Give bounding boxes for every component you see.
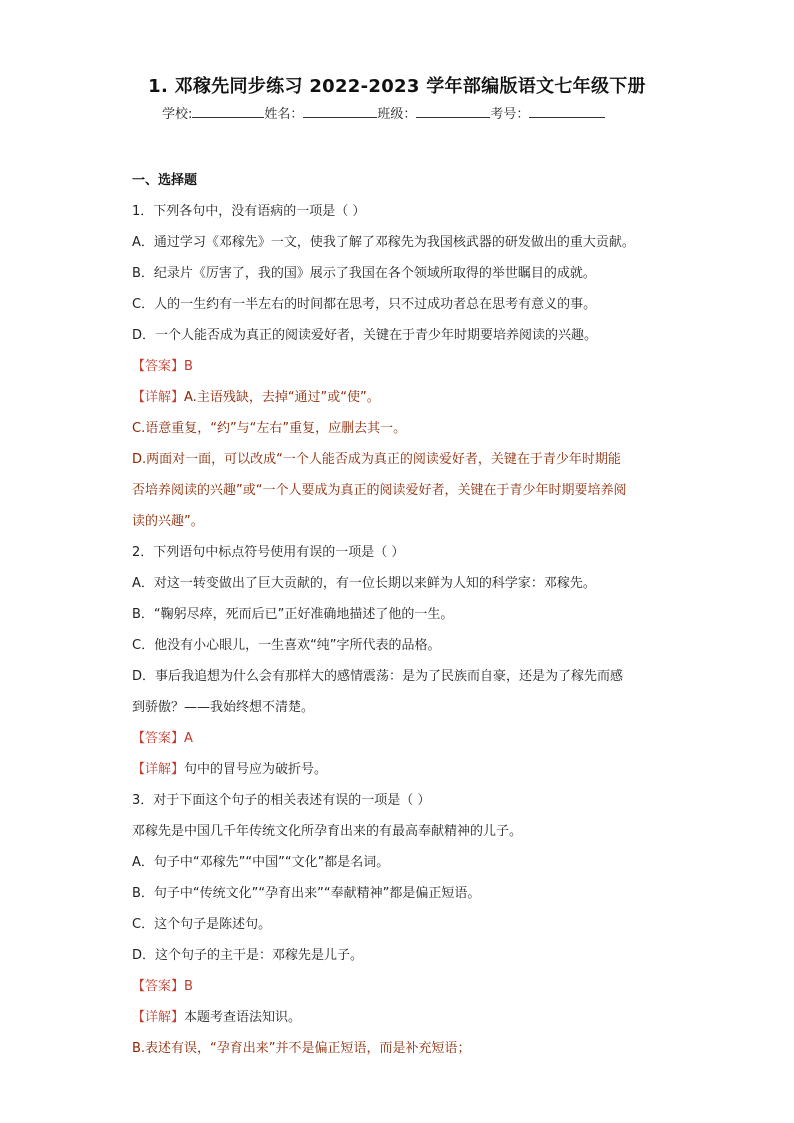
- q1-answer: 【答案】B: [132, 359, 193, 374]
- q1-option-c: C．人的一生约有一半左右的时间都在思考，只不过成功者总在思考有意义的事。: [132, 297, 597, 312]
- q1-detail-3: D.两面对一面，可以改成“一个人能否成为真正的阅读爱好者，关键在于青少年时期能: [132, 452, 621, 467]
- q2-option-a: A．对这一转变做出了巨大贡献的，有一位长期以来鲜为人知的科学家：邓稼先。: [132, 576, 596, 591]
- q3-answer: 【答案】B: [132, 979, 193, 994]
- exam-number-label: 考号：: [490, 107, 530, 122]
- q1-detail-tag: 【详解】: [132, 390, 185, 405]
- q1-stem: 1．下列各句中，没有语病的一项是（ ）: [132, 204, 366, 219]
- class-blank: [416, 105, 490, 118]
- q2-option-d-line-1: D．事后我追想为什么会有那样大的感情震荡：是为了民族而自豪，还是为了稼先而感: [132, 669, 624, 684]
- q3-sentence: 邓稼先是中国几千年传统文化所孕育出来的有最高奉献精神的儿子。: [132, 824, 523, 839]
- section-heading: 一、选择题: [132, 173, 198, 188]
- exam-number-blank: [529, 105, 605, 118]
- q1-option-b: B．纪录片《厉害了，我的国》展示了我国在各个领域所取得的举世瞩目的成就。: [132, 266, 596, 281]
- q1-detail-2: C.语意重复，“约”与“左右”重复，应删去其一。: [132, 421, 407, 436]
- student-info-line: [162, 103, 605, 122]
- q2-option-c: C．他没有小心眼儿，一生喜欢“纯”字所代表的品格。: [132, 638, 441, 653]
- q2-answer: 【答案】A: [132, 731, 193, 746]
- q1-option-a: A．通过学习《邓稼先》一文，使我了解了邓稼先为我国核武器的研发做出的重大贡献。: [132, 235, 635, 250]
- q3-stem: 3．对于下面这个句子的相关表述有误的一项是（ ）: [132, 793, 431, 808]
- name-label: 姓名：: [264, 107, 304, 122]
- q1-detail-1: A.主语残缺，去掉“通过”或“使”。: [184, 390, 380, 405]
- q3-option-c: C．这个句子是陈述句。: [132, 917, 272, 932]
- q3-detail-2: B.表述有误，“孕育出来”并不是偏正短语，而是补充短语；: [132, 1041, 471, 1056]
- page-title: 1. 邓稼先同步练习 2022-2023 学年部编版语文七年级下册: [148, 76, 646, 97]
- q3-detail-line-1: [132, 1002, 672, 1033]
- q1-detail-5: 读的兴趣”。: [132, 514, 204, 529]
- school-label: 学校:: [162, 107, 193, 122]
- q2-detail-tag: 【详解】: [132, 762, 185, 777]
- q3-option-a: A．句子中“邓稼先”“中国”“文化”都是名词。: [132, 855, 390, 870]
- q1-detail-line-1: [132, 382, 672, 413]
- q2-option-b: B．“鞠躬尽瘁，死而后已”正好准确地描述了他的一生。: [132, 607, 454, 622]
- q3-option-b: B．句子中“传统文化”“孕育出来”“奉献精神”都是偏正短语。: [132, 886, 481, 901]
- q3-detail-1: 本题考查语法知识。: [184, 1010, 302, 1025]
- q3-option-d: D．这个句子的主干是：邓稼先是儿子。: [132, 948, 364, 963]
- q1-option-d: D．一个人能否成为真正的阅读爱好者，关键在于青少年时期要培养阅读的兴趣。: [132, 328, 598, 343]
- document-content: [132, 165, 672, 1064]
- q2-option-d-line-2: 到骄傲？——我始终想不清楚。: [132, 700, 315, 715]
- q2-stem: 2．下列语句中标点符号使用有误的一项是（ ）: [132, 545, 405, 560]
- name-blank: [303, 105, 377, 118]
- school-blank: [192, 105, 264, 118]
- q1-detail-4: 否培养阅读的兴趣”或“一个人要成为真正的阅读爱好者，关键在于青少年时期要培养阅: [132, 483, 627, 498]
- class-label: 班级：: [377, 107, 417, 122]
- q3-detail-tag: 【详解】: [132, 1010, 185, 1025]
- q2-detail-line: [132, 754, 672, 785]
- q2-detail-1: 句中的冒号应为破折号。: [184, 762, 328, 777]
